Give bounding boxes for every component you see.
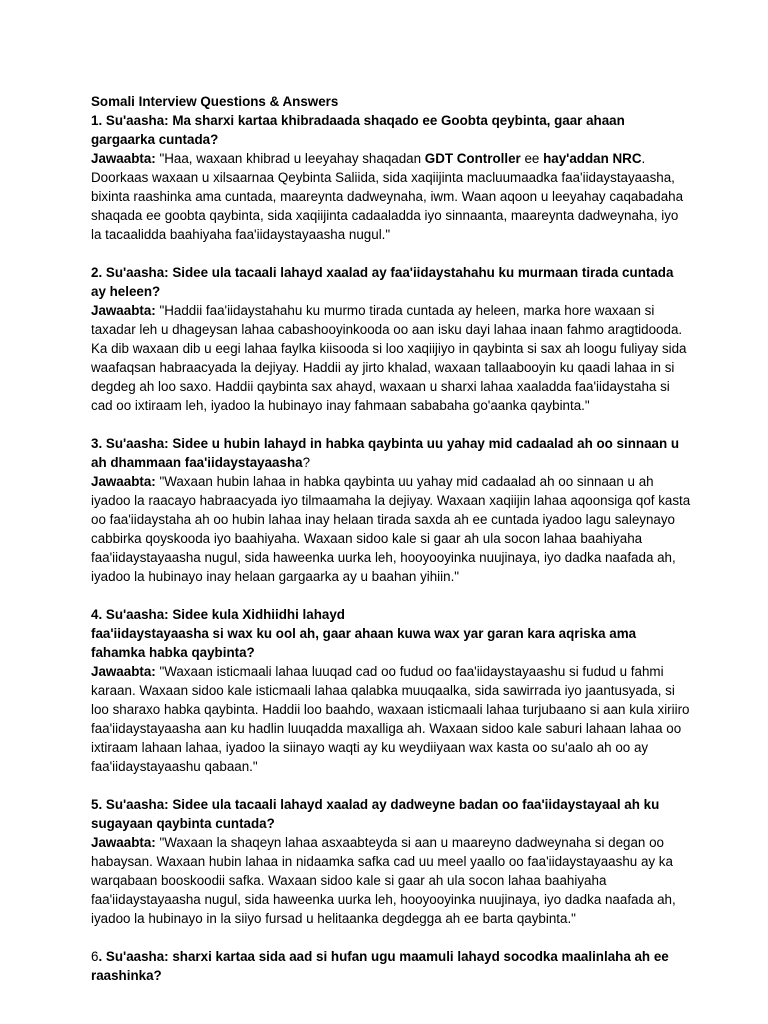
answer-3 [91, 472, 691, 586]
document-title: Somali Interview Questions & Answers [91, 94, 339, 109]
question-text: 3. Su'aasha: Sidee u hubin lahayd in habka qaybinta uu yahay mid cadaalad ah oo sinnaan u ah dhammaan faa'iidaystayaasha [91, 436, 680, 470]
answer-highlight: hay'addan NRC [543, 151, 642, 166]
answer-1 [91, 149, 691, 244]
qa-item-5 [91, 795, 691, 928]
qa-item-4 [91, 605, 691, 776]
answer-text: ee [520, 151, 544, 166]
answer-text: "Haa, waxaan khibrad u leeyahay shaqadan [155, 151, 425, 166]
document-page [91, 92, 691, 1004]
answer-label: Jawaabta: [91, 151, 156, 166]
question-4-line-2: faa'iidaystayaasha si wax ku ool ah, gaar ahaan kuwa wax yar garan kara aqriska ama fahamka habka qaybinta? [91, 626, 637, 660]
question-4-line-1: 4. Su'aasha: Sidee kula Xidhiidhi lahayd [91, 607, 345, 622]
answer-label: Jawaabta: [91, 474, 156, 489]
answer-highlight: GDT Controller [424, 151, 521, 166]
answer-text: . Doorkaas waxaan u xilsaarnaa Qeybinta Saliida, sida xaqiijinta macluumaadka faa'iidaystayaasha, bixinta raashinka ama cuntada, maareynta dadweynaha, iwm. Waan aqoon u leeyahay caqabadaha shaqada ee goobta qaybinta, sida xaqiijinta cadaaladda iyo sinnaanta, maareynta dadweynaha, iyo la tacaalidda baahiyaha faa'iidaystayaasha nugul." [91, 151, 684, 242]
question-2: 2. Su'aasha: Sidee ula tacaali lahayd xaalad ay faa'iidaystahahu ku murmaan tirada cuntada ay heleen? [91, 265, 674, 299]
qa-item-1 [91, 111, 691, 244]
answer-label: Jawaabta: [91, 835, 156, 850]
answer-text: "Haddii faa'iidaystahahu ku murmo tirada cuntada ay heleen, marka hore waxaan si taxadar leh u dhageysan lahaa cabashooyinkooda oo aan isku dayi lahaa inaan fahmo aragtidooda. Ka dib waxaan dib u eegi lahaa faylka kiisooda si loo xaqiijiyo in qaybinta si sax ah loogu fuliyay sida waafaqsan habraacyada la dejiyay. Haddii ay jirto khalad, waxaan tallaabooyin ku qaadi lahaa in si degdeg ah loo saxo. Haddii qaybinta sax ahayd, waxaan u sharxi lahaa xaaladda faa'iidaystaha si cad oo ixtiraam leh, iyadoo la hubinayo inay fahmaan sababaha go'aanka qaybinta." [91, 303, 687, 413]
question-text: . Su'aasha: sharxi kartaa sida aad si hufan ugu maamuli lahayd socodka maalinlaha ah ee raashinka? [91, 949, 669, 983]
answer-label: Jawaabta: [91, 303, 156, 318]
question-6 [91, 947, 691, 985]
answer-2 [91, 301, 691, 415]
question-3 [91, 434, 691, 472]
question-1: 1. Su'aasha: Ma sharxi kartaa khibradaada shaqado ee Goobta qeybinta, gaar ahaan gargaarka cuntada? [91, 113, 625, 147]
answer-text: "Waxaan hubin lahaa in habka qaybinta uu yahay mid cadaalad ah oo sinnaan u ah iyadoo la raacayo habraacyada iyo tilmaamaha la dejiyay. Waxaan xaqiijin lahaa aqoonsiga qof kasta oo faa'iidaystaha ah oo hubin lahaa inay helaan tirada saxda ah ee cuntada iyadoo lagu saleynayo cabbirka qoyskooda iyo baahiyaha. Waxaan sidoo kale si gaar ah ula socon lahaa baahiyaha faa'iidaystayaasha nugul, sida haweenka uurka leh, hooyooyinka nuujinaya, iyo dadka naafada ah, iyadoo la hubinayo inay helaan gargaarka ay u baahan yihiin." [91, 474, 691, 584]
answer-text: "Waxaan la shaqeyn lahaa asxaabteyda si aan u maareyno dadweynaha si degan oo habaysan. Waxaan hubin lahaa in nidaamka safka cad uu meel yaallo oo faa'iidaystayaashu ay ka warqabaan booskoodii safka. Waxaan sidoo kale si gaar ah ula socon lahaa baahiyaha faa'iidaystayaasha nugul, sida haweenka uurka leh, hooyooyinka nuujinaya, iyo dadka naafada ah, iyadoo la hubinayo in la siiyo fursad u helitaanka degdegga ah ee barta qaybinta." [91, 835, 676, 926]
question-mark: ? [302, 455, 311, 470]
answer-4 [91, 662, 691, 776]
question-number: 6 [91, 949, 99, 964]
answer-5 [91, 833, 691, 928]
answer-text: "Waxaan isticmaali lahaa luuqad cad oo fudud oo faa'iidaystayaashu si fudud u fahmi karaan. Waxaan sidoo kale isticmaali lahaa qalabka muuqaalka, sida sawirrada iyo jaantusyada, si loo sharaxo habka qaybinta. Haddii loo baahdo, waxaan isticmaali lahaa turjubaano si aan kula xiriiro faa'iidaystayaasha aan ku hadlin luuqadda maxalliga ah. Waxaan sidoo kale saburi lahaan lahaa oo ixtiraam lahaan lahaa, iyadoo la siinayo waqti ay ku weydiiyaan wax kasta oo su'aalo ah oo ay faa'iidaystayaashu qabaan." [91, 664, 690, 774]
question-5: 5. Su'aasha: Sidee ula tacaali lahayd xaalad ay dadweyne badan oo faa'iidaystayaal ah ku sugayaan qaybinta cuntada? [91, 797, 660, 831]
qa-item-6 [91, 947, 691, 985]
answer-label: Jawaabta: [91, 664, 156, 679]
qa-item-2 [91, 263, 691, 415]
qa-item-3 [91, 434, 691, 586]
